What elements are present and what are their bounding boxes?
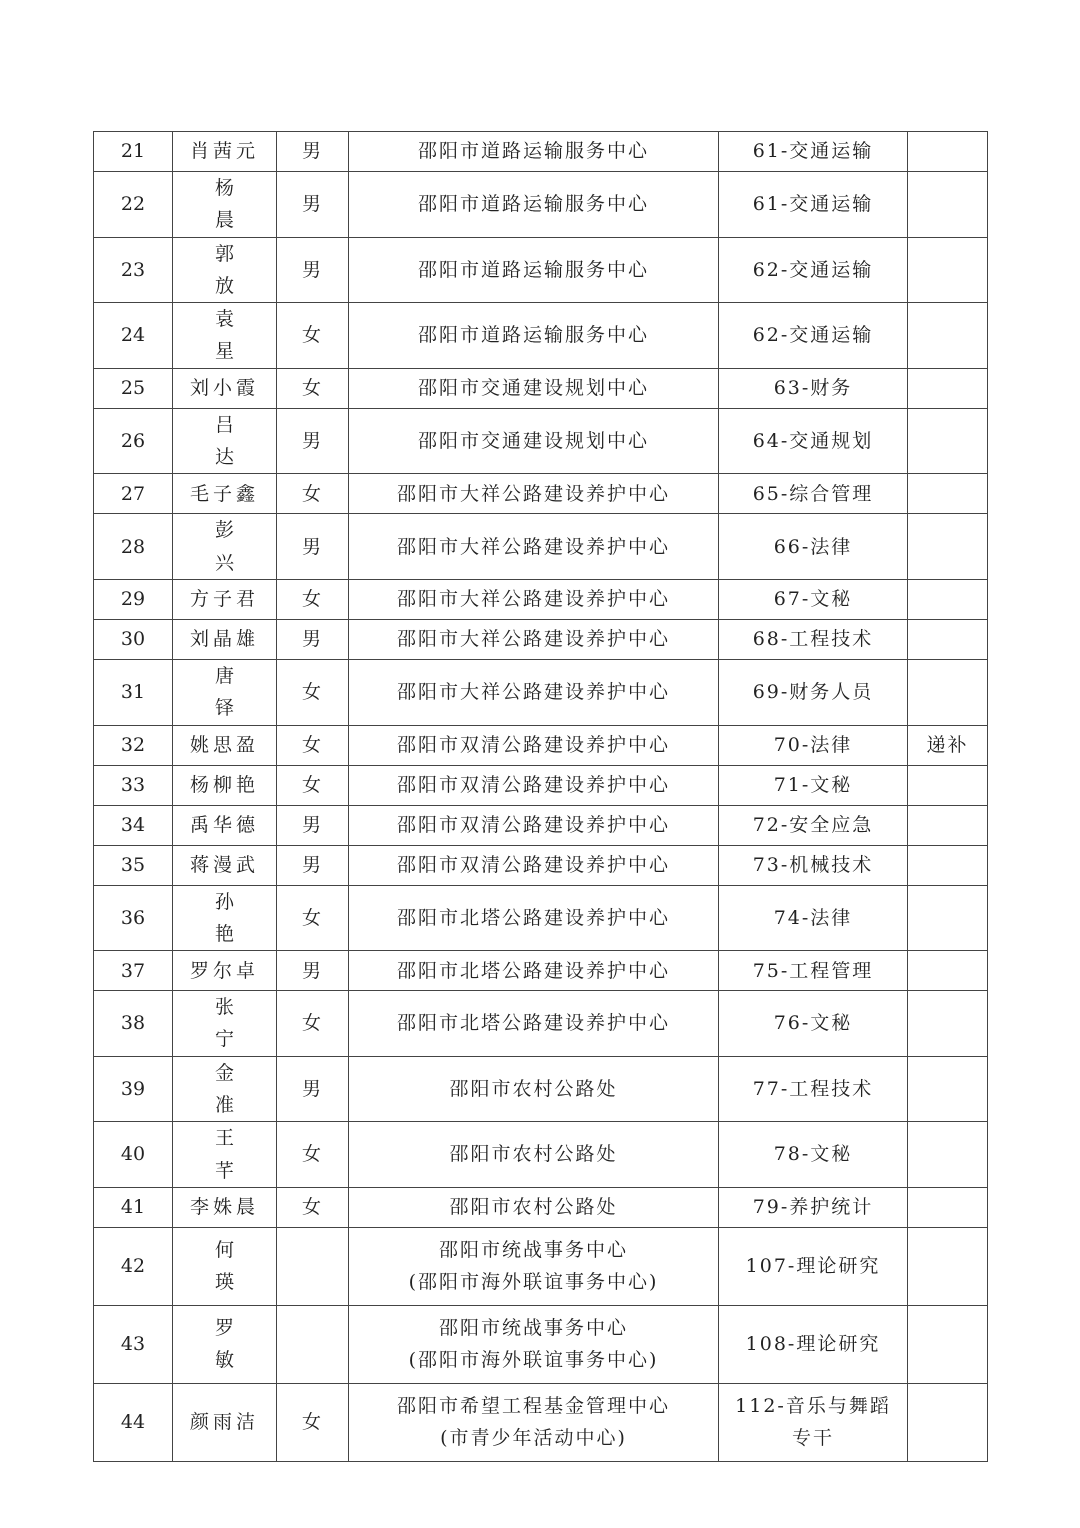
name-cell: 姚思盈 xyxy=(173,725,277,765)
unit-cell xyxy=(349,1122,719,1188)
unit-cell xyxy=(349,1383,719,1461)
gender-cell: 女 xyxy=(277,474,349,514)
name-cell: 王芊 xyxy=(173,1122,277,1188)
position-line: 74-法律 xyxy=(773,906,853,929)
unit-cell xyxy=(349,951,719,991)
row-number-cell: 21 xyxy=(94,132,173,172)
name-cell: 颜雨洁 xyxy=(173,1383,277,1461)
unit-cell xyxy=(349,885,719,951)
unit-line: 邵阳市双清公路建设养护中心 xyxy=(396,853,670,876)
row-number-cell: 22 xyxy=(94,172,173,238)
remark-cell xyxy=(908,303,988,369)
gender-cell: 女 xyxy=(277,1122,349,1188)
unit-cell xyxy=(349,368,719,408)
position-cell xyxy=(719,1227,908,1305)
row-number-cell: 24 xyxy=(94,303,173,369)
unit-cell xyxy=(349,659,719,725)
position-line: 专干 xyxy=(791,1427,834,1450)
position-line: 70-法律 xyxy=(773,733,853,756)
row-number-cell: 36 xyxy=(94,885,173,951)
unit-line: 邵阳市双清公路建设养护中心 xyxy=(396,733,670,756)
row-number-cell: 30 xyxy=(94,619,173,659)
remark-cell xyxy=(908,1305,988,1383)
position-line: 112-音乐与舞蹈 xyxy=(735,1395,891,1418)
roster-table xyxy=(93,131,988,1462)
row-number-cell: 27 xyxy=(94,474,173,514)
table-row xyxy=(94,659,988,725)
unit-line: 邵阳市农村公路处 xyxy=(449,1077,618,1100)
row-number-cell: 40 xyxy=(94,1122,173,1188)
position-cell xyxy=(719,474,908,514)
remark-cell xyxy=(908,1187,988,1227)
remark-cell xyxy=(908,1383,988,1461)
remark-cell xyxy=(908,845,988,885)
name-cell: 刘小霞 xyxy=(173,368,277,408)
remark-cell xyxy=(908,951,988,991)
unit-line: 邵阳市大祥公路建设养护中心 xyxy=(396,681,670,704)
position-line: 72-安全应急 xyxy=(752,813,874,836)
position-line: 61-交通运输 xyxy=(752,140,874,163)
position-cell xyxy=(719,951,908,991)
position-line: 62-交通运输 xyxy=(752,258,874,281)
table-row xyxy=(94,1383,988,1461)
position-cell xyxy=(719,991,908,1057)
position-cell xyxy=(719,237,908,303)
row-number-cell: 25 xyxy=(94,368,173,408)
table-row xyxy=(94,619,988,659)
position-cell xyxy=(719,659,908,725)
position-line: 63-财务 xyxy=(773,377,853,400)
row-number-cell: 41 xyxy=(94,1187,173,1227)
unit-line: 邵阳市北塔公路建设养护中心 xyxy=(396,959,670,982)
name-cell: 方子君 xyxy=(173,579,277,619)
name-cell: 禹华德 xyxy=(173,805,277,845)
position-cell xyxy=(719,619,908,659)
remark-cell xyxy=(908,514,988,580)
remark-cell xyxy=(908,765,988,805)
unit-line: 邵阳市双清公路建设养护中心 xyxy=(396,773,670,796)
roster-body xyxy=(94,132,988,1462)
position-cell xyxy=(719,805,908,845)
unit-cell xyxy=(349,1305,719,1383)
row-number-cell: 29 xyxy=(94,579,173,619)
position-cell xyxy=(719,132,908,172)
name-cell: 吕达 xyxy=(173,408,277,474)
name-cell: 刘晶雄 xyxy=(173,619,277,659)
gender-cell: 女 xyxy=(277,579,349,619)
unit-line: 邵阳市交通建设规划中心 xyxy=(417,429,649,452)
position-line: 65-综合管理 xyxy=(752,482,874,505)
table-row xyxy=(94,514,988,580)
remark-cell xyxy=(908,659,988,725)
unit-cell xyxy=(349,1187,719,1227)
unit-cell xyxy=(349,474,719,514)
remark-cell xyxy=(908,885,988,951)
unit-line: 邵阳市双清公路建设养护中心 xyxy=(396,813,670,836)
gender-cell: 男 xyxy=(277,172,349,238)
gender-cell xyxy=(277,1227,349,1305)
row-number-cell: 38 xyxy=(94,991,173,1057)
remark-cell: 递补 xyxy=(908,725,988,765)
row-number-cell: 28 xyxy=(94,514,173,580)
gender-cell: 女 xyxy=(277,1187,349,1227)
unit-line: 邵阳市希望工程基金管理中心 xyxy=(396,1395,670,1418)
name-cell: 唐铎 xyxy=(173,659,277,725)
remark-cell xyxy=(908,368,988,408)
table-row xyxy=(94,579,988,619)
remark-cell xyxy=(908,172,988,238)
table-row xyxy=(94,805,988,845)
gender-cell: 男 xyxy=(277,951,349,991)
remark-cell xyxy=(908,132,988,172)
unit-line: 邵阳市道路运输服务中心 xyxy=(417,324,649,347)
position-cell xyxy=(719,1305,908,1383)
name-cell: 杨柳艳 xyxy=(173,765,277,805)
position-line: 61-交通运输 xyxy=(752,193,874,216)
remark-cell xyxy=(908,991,988,1057)
position-line: 64-交通规划 xyxy=(752,429,874,452)
gender-cell: 男 xyxy=(277,408,349,474)
unit-cell xyxy=(349,725,719,765)
unit-line: 邵阳市交通建设规划中心 xyxy=(417,377,649,400)
unit-line: 邵阳市大祥公路建设养护中心 xyxy=(396,482,670,505)
table-row xyxy=(94,725,988,765)
table-row xyxy=(94,1056,988,1122)
unit-cell xyxy=(349,765,719,805)
row-number-cell: 32 xyxy=(94,725,173,765)
name-cell: 袁星 xyxy=(173,303,277,369)
remark-cell xyxy=(908,619,988,659)
position-cell xyxy=(719,1122,908,1188)
name-cell: 何瑛 xyxy=(173,1227,277,1305)
table-row xyxy=(94,1305,988,1383)
position-cell xyxy=(719,303,908,369)
name-cell: 毛子鑫 xyxy=(173,474,277,514)
name-cell: 杨晨 xyxy=(173,172,277,238)
position-cell xyxy=(719,725,908,765)
unit-cell xyxy=(349,805,719,845)
unit-cell xyxy=(349,619,719,659)
row-number-cell: 42 xyxy=(94,1227,173,1305)
position-line: 66-法律 xyxy=(773,535,853,558)
name-cell: 金准 xyxy=(173,1056,277,1122)
gender-cell xyxy=(277,1305,349,1383)
unit-line: 邵阳市北塔公路建设养护中心 xyxy=(396,906,670,929)
gender-cell: 女 xyxy=(277,368,349,408)
gender-cell: 女 xyxy=(277,765,349,805)
table-row xyxy=(94,237,988,303)
unit-line: 邵阳市统战事务中心 xyxy=(438,1317,628,1340)
row-number-cell: 37 xyxy=(94,951,173,991)
row-number-cell: 35 xyxy=(94,845,173,885)
remark-cell xyxy=(908,579,988,619)
unit-cell xyxy=(349,303,719,369)
table-row xyxy=(94,132,988,172)
unit-line: (邵阳市海外联谊事务中心) xyxy=(408,1349,659,1372)
position-cell xyxy=(719,408,908,474)
gender-cell: 女 xyxy=(277,303,349,369)
unit-cell xyxy=(349,408,719,474)
table-row xyxy=(94,172,988,238)
remark-cell xyxy=(908,805,988,845)
table-row xyxy=(94,1122,988,1188)
unit-cell xyxy=(349,1227,719,1305)
position-line: 69-财务人员 xyxy=(752,681,874,704)
unit-cell xyxy=(349,514,719,580)
unit-line: 邵阳市大祥公路建设养护中心 xyxy=(396,588,670,611)
position-line: 73-机械技术 xyxy=(752,853,874,876)
remark-cell xyxy=(908,1056,988,1122)
name-cell: 孙艳 xyxy=(173,885,277,951)
position-cell xyxy=(719,514,908,580)
unit-line: (市青少年活动中心) xyxy=(440,1427,627,1450)
gender-cell: 女 xyxy=(277,991,349,1057)
unit-cell xyxy=(349,132,719,172)
unit-line: 邵阳市农村公路处 xyxy=(449,1143,618,1166)
position-cell xyxy=(719,885,908,951)
row-number-cell: 31 xyxy=(94,659,173,725)
gender-cell: 男 xyxy=(277,805,349,845)
row-number-cell: 33 xyxy=(94,765,173,805)
position-line: 62-交通运输 xyxy=(752,324,874,347)
name-cell: 李姝晨 xyxy=(173,1187,277,1227)
unit-line: 邵阳市大祥公路建设养护中心 xyxy=(396,628,670,651)
unit-line: 邵阳市道路运输服务中心 xyxy=(417,140,649,163)
table-row xyxy=(94,474,988,514)
row-number-cell: 26 xyxy=(94,408,173,474)
table-row xyxy=(94,408,988,474)
table-row xyxy=(94,368,988,408)
row-number-cell: 44 xyxy=(94,1383,173,1461)
table-row xyxy=(94,845,988,885)
position-cell xyxy=(719,1383,908,1461)
gender-cell: 女 xyxy=(277,659,349,725)
name-cell: 郭放 xyxy=(173,237,277,303)
row-number-cell: 43 xyxy=(94,1305,173,1383)
table-row xyxy=(94,951,988,991)
row-number-cell: 39 xyxy=(94,1056,173,1122)
table-row xyxy=(94,765,988,805)
row-number-cell: 23 xyxy=(94,237,173,303)
unit-line: 邵阳市道路运输服务中心 xyxy=(417,258,649,281)
position-line: 67-文秘 xyxy=(773,588,853,611)
gender-cell: 女 xyxy=(277,1383,349,1461)
position-line: 77-工程技术 xyxy=(752,1077,874,1100)
unit-line: 邵阳市农村公路处 xyxy=(449,1196,618,1219)
unit-cell xyxy=(349,172,719,238)
unit-line: (邵阳市海外联谊事务中心) xyxy=(408,1271,659,1294)
gender-cell: 男 xyxy=(277,514,349,580)
position-cell xyxy=(719,845,908,885)
position-cell xyxy=(719,579,908,619)
gender-cell: 女 xyxy=(277,885,349,951)
unit-line: 邵阳市统战事务中心 xyxy=(438,1239,628,1262)
row-number-cell: 34 xyxy=(94,805,173,845)
position-line: 107-理论研究 xyxy=(745,1255,881,1278)
position-line: 76-文秘 xyxy=(773,1012,853,1035)
unit-cell xyxy=(349,991,719,1057)
gender-cell: 女 xyxy=(277,725,349,765)
table-row xyxy=(94,885,988,951)
unit-cell xyxy=(349,237,719,303)
position-line: 71-文秘 xyxy=(773,773,853,796)
position-cell xyxy=(719,172,908,238)
remark-cell xyxy=(908,408,988,474)
table-row xyxy=(94,1227,988,1305)
unit-line: 邵阳市北塔公路建设养护中心 xyxy=(396,1012,670,1035)
unit-cell xyxy=(349,845,719,885)
name-cell: 罗敏 xyxy=(173,1305,277,1383)
name-cell: 张宁 xyxy=(173,991,277,1057)
remark-cell xyxy=(908,1227,988,1305)
name-cell: 肖茜元 xyxy=(173,132,277,172)
name-cell: 罗尔卓 xyxy=(173,951,277,991)
name-cell: 蒋漫武 xyxy=(173,845,277,885)
gender-cell: 男 xyxy=(277,132,349,172)
remark-cell xyxy=(908,1122,988,1188)
remark-cell xyxy=(908,474,988,514)
gender-cell: 男 xyxy=(277,237,349,303)
remark-cell xyxy=(908,237,988,303)
position-cell xyxy=(719,368,908,408)
position-cell xyxy=(719,765,908,805)
table-row xyxy=(94,303,988,369)
position-cell xyxy=(719,1056,908,1122)
unit-line: 邵阳市道路运输服务中心 xyxy=(417,193,649,216)
unit-cell xyxy=(349,579,719,619)
name-cell: 彭兴 xyxy=(173,514,277,580)
position-line: 79-养护统计 xyxy=(752,1196,874,1219)
position-line: 75-工程管理 xyxy=(752,959,874,982)
position-line: 108-理论研究 xyxy=(745,1333,881,1356)
position-cell xyxy=(719,1187,908,1227)
gender-cell: 男 xyxy=(277,619,349,659)
table-row xyxy=(94,991,988,1057)
table-row xyxy=(94,1187,988,1227)
position-line: 78-文秘 xyxy=(773,1143,853,1166)
position-line: 68-工程技术 xyxy=(752,628,874,651)
gender-cell: 男 xyxy=(277,1056,349,1122)
gender-cell: 男 xyxy=(277,845,349,885)
unit-line: 邵阳市大祥公路建设养护中心 xyxy=(396,535,670,558)
unit-cell xyxy=(349,1056,719,1122)
